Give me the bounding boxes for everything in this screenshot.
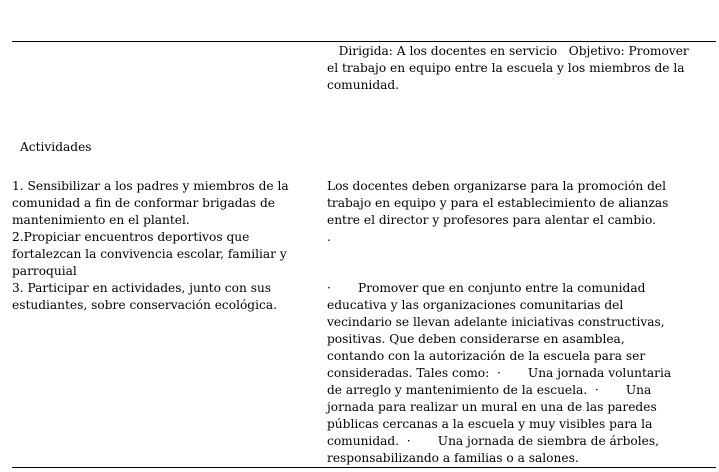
activity-line: comunidad a fin de conformar brigadas de (12, 196, 275, 210)
activity-line: fortalezcan la convivencia escolar, familiar y (12, 247, 287, 261)
action-line: contando con la autorización de la escuela para ser (327, 349, 646, 363)
action-line: positivas. Que deben considerarse en asamblea, (327, 332, 625, 346)
activity-line: 3. Participar en actividades, junto con sus (12, 281, 272, 295)
action-line: educativa y las organizaciones comunitarias del (327, 298, 624, 312)
section-label-actividades: Actividades (20, 140, 92, 154)
header-line: Dirigida: A los docentes en servicio Objetivo: Promover (327, 44, 689, 58)
bottom-rule (12, 467, 716, 468)
action-line: entre el director y profesores para alentar el cambio. (327, 213, 657, 227)
action-line: · Promover que en conjunto entre la comunidad (327, 281, 646, 295)
activity-line: 2.Propiciar encuentros deportivos que (12, 230, 250, 244)
top-rule (12, 41, 716, 42)
action-line: vecindario se llevan adelante iniciativas constructivas, (327, 315, 665, 329)
spacer (327, 246, 715, 280)
action-line: de arreglo y mantenimiento de la escuela. · Una (327, 383, 652, 397)
actions-column (327, 178, 715, 467)
header-text (327, 43, 715, 94)
action-line: jornada para realizar un mural en una de las paredes (327, 400, 657, 414)
action-line: responsabilizando a familias o a salones. (327, 451, 579, 465)
header-line: el trabajo en equipo entre la escuela y los miembros de la (327, 61, 685, 75)
action-line: Los docentes deben organizarse para la promoción del (327, 179, 667, 193)
activity-line: mantenimiento en el plantel. (12, 213, 190, 227)
action-line: consideradas. Tales como: · Una jornada voluntaria (327, 366, 672, 380)
action-line: públicas cercanas a la escuela y muy visibles para la (327, 417, 653, 431)
activities-list (12, 178, 317, 314)
action-line: trabajo en equipo y para el establecimiento de alianzas (327, 196, 669, 210)
activity-line: parroquial (12, 264, 77, 278)
action-line: comunidad. · Una jornada de siembra de árboles, (327, 434, 659, 448)
header-line: comunidad. (327, 78, 400, 92)
activity-line: 1. Sensibilizar a los padres y miembros de la (12, 179, 289, 193)
action-line: . (327, 230, 331, 244)
activity-line: estudiantes, sobre conservación ecológica. (12, 298, 277, 312)
